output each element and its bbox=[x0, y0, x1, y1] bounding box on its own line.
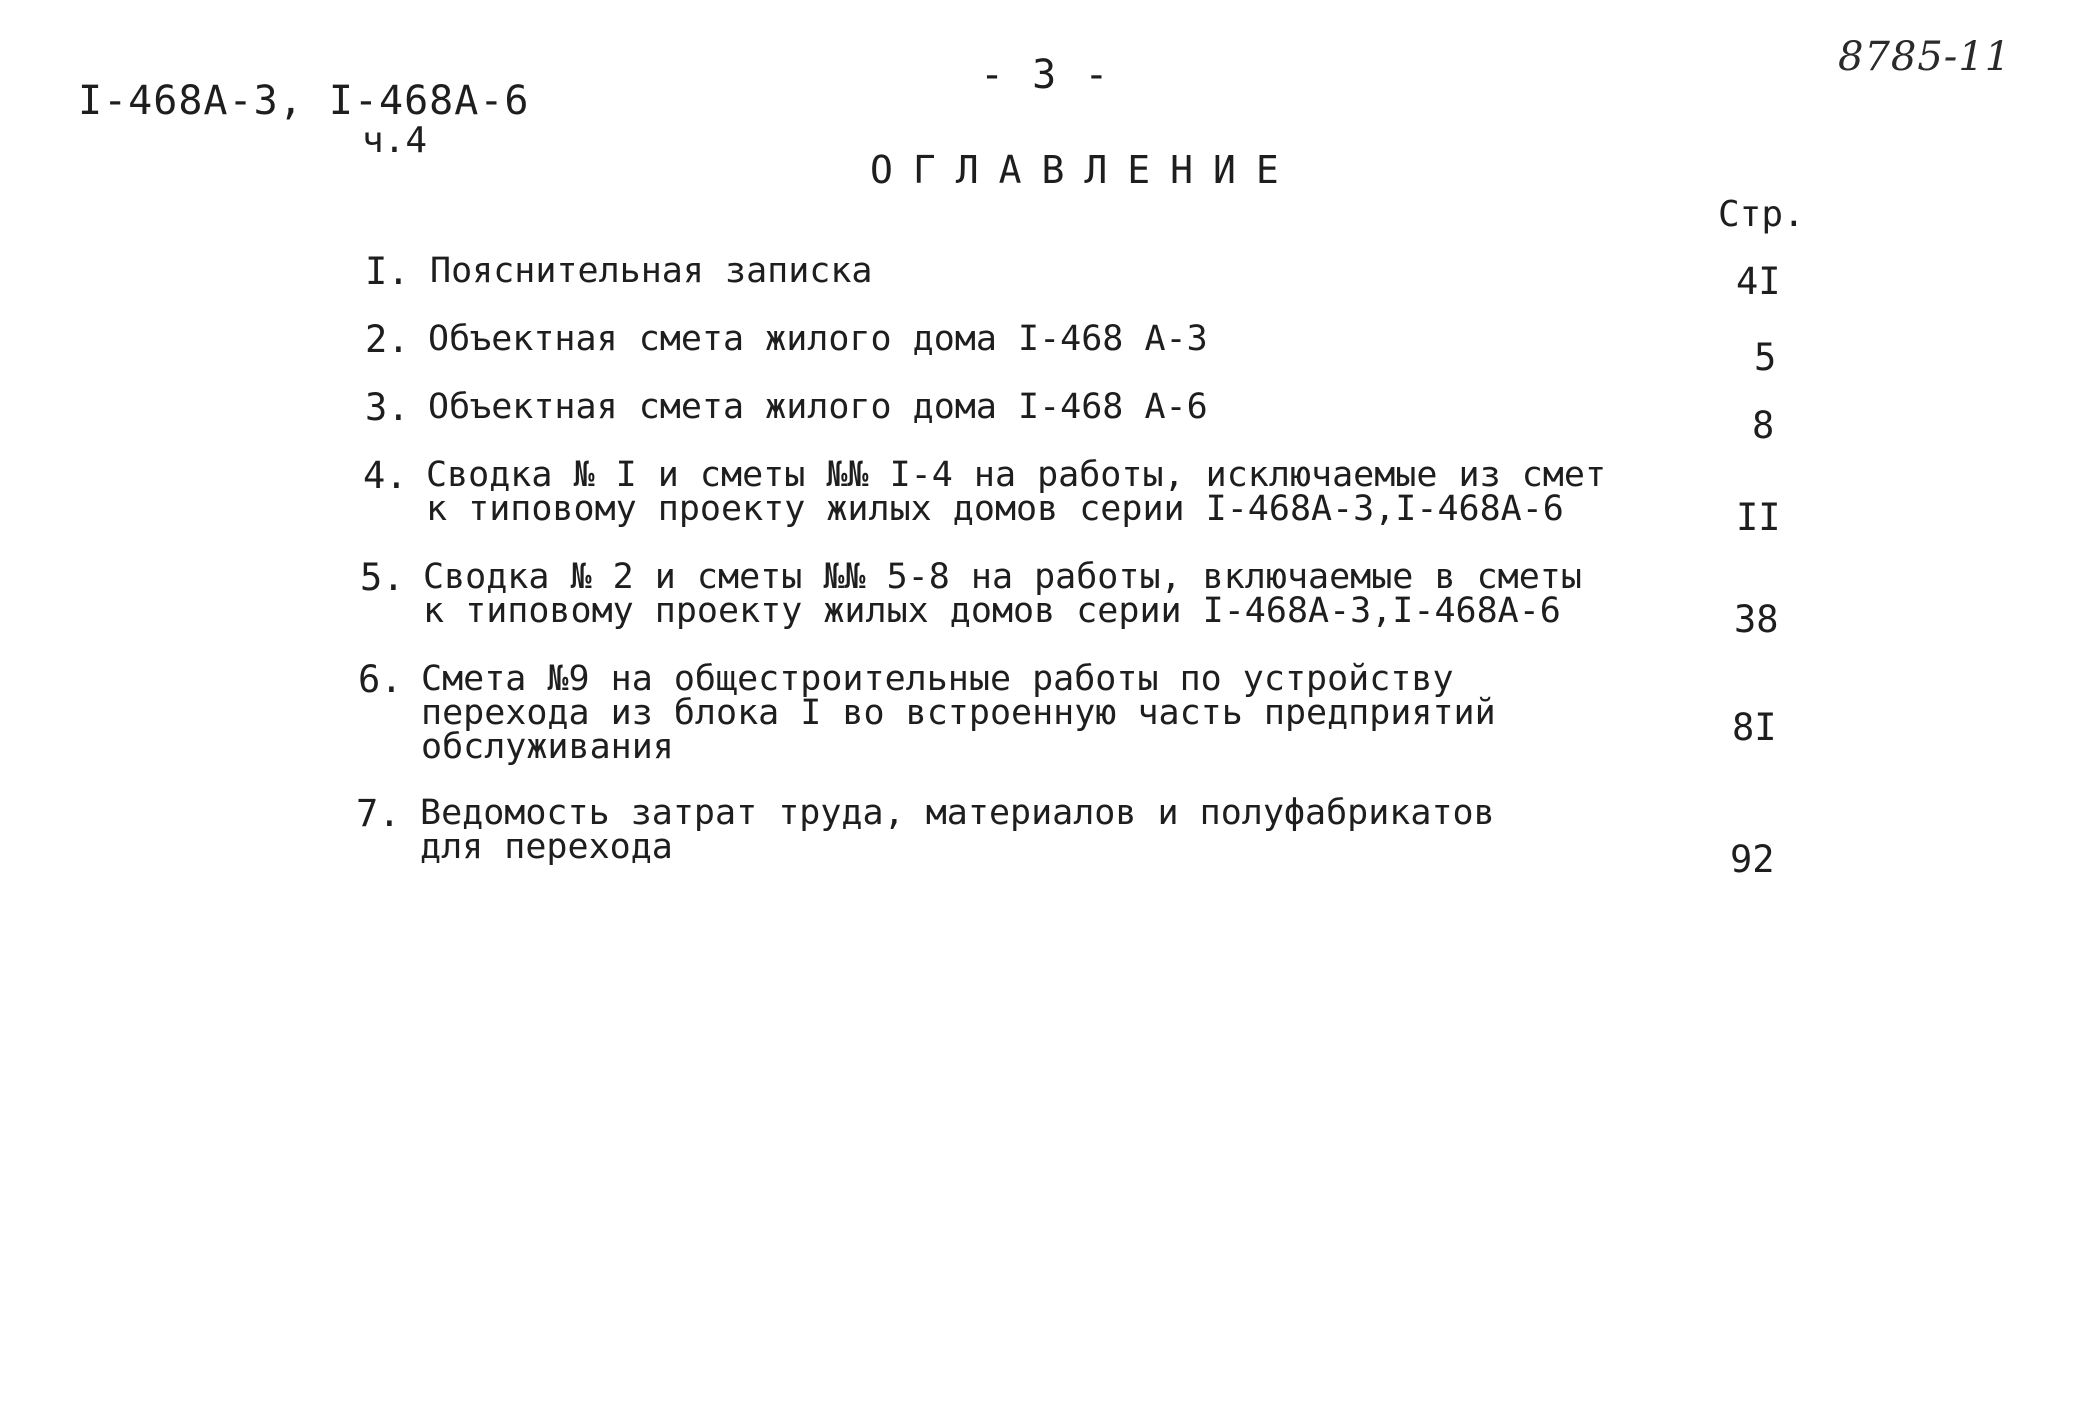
toc-item-number: 7. bbox=[356, 792, 401, 835]
toc-item-line: Сводка № I и сметы №№ I-4 на работы, исключаемые из смет bbox=[426, 455, 1607, 495]
toc-item-line: Сводка № 2 и сметы №№ 5-8 на работы, включаемые в сметы bbox=[423, 557, 1582, 597]
toc-item-page: 8 bbox=[1752, 404, 1775, 447]
toc-item-number: I. bbox=[365, 250, 410, 293]
toc-item-line: Объектная смета жилого дома I-468 А-6 bbox=[428, 387, 1208, 427]
toc-item-line: перехода из блока I во встроенную часть предприятий bbox=[421, 693, 1496, 733]
toc-item-text bbox=[430, 251, 873, 291]
toc-item-text bbox=[421, 659, 1496, 767]
toc-item-number: 4. bbox=[363, 454, 408, 497]
page-number: - 3 - bbox=[980, 52, 1111, 98]
toc-item-page: 4I bbox=[1736, 260, 1781, 303]
part-number: ч.4 bbox=[362, 120, 428, 161]
toc-item-line: Смета №9 на общестроительные работы по устройству bbox=[421, 659, 1454, 699]
toc-item-page: 92 bbox=[1730, 838, 1775, 881]
toc-item-page: 8I bbox=[1732, 706, 1777, 749]
toc-item-line: к типовому проекту жилых домов серии I-468А-3,I-468А-6 bbox=[423, 591, 1561, 631]
toc-item-text bbox=[428, 319, 1208, 359]
toc-item-text bbox=[428, 387, 1208, 427]
toc-item-number: 2. bbox=[365, 318, 410, 361]
toc-item-page: 5 bbox=[1754, 336, 1777, 379]
toc-item-page: II bbox=[1736, 496, 1781, 539]
archive-number: 8785-11 bbox=[1838, 34, 2012, 80]
toc-item-number: 5. bbox=[360, 556, 405, 599]
toc-item-line: Ведомость затрат труда, материалов и полуфабрикатов bbox=[420, 793, 1495, 833]
toc-item-number: 6. bbox=[358, 658, 403, 701]
toc-item-text bbox=[423, 557, 1582, 631]
toc-item-text bbox=[426, 455, 1607, 529]
toc-item-number: 3. bbox=[365, 386, 410, 429]
series-code: I-468A-3, I-468A-6 bbox=[78, 78, 530, 124]
toc-item-line: Объектная смета жилого дома I-468 А-3 bbox=[428, 319, 1208, 359]
toc-item-text bbox=[420, 793, 1495, 867]
toc-item-line: к типовому проекту жилых домов серии I-468А-3,I-468А-6 bbox=[426, 489, 1564, 529]
toc-item-page: 38 bbox=[1734, 598, 1779, 641]
page-column-label: Стр. bbox=[1718, 194, 1805, 235]
toc-item-line: для перехода bbox=[420, 827, 673, 867]
toc-item-line: Пояснительная записка bbox=[430, 251, 873, 291]
toc-item-line: обслуживания bbox=[421, 727, 674, 767]
toc-title: ОГЛАВЛЕНИЕ bbox=[870, 148, 1299, 192]
